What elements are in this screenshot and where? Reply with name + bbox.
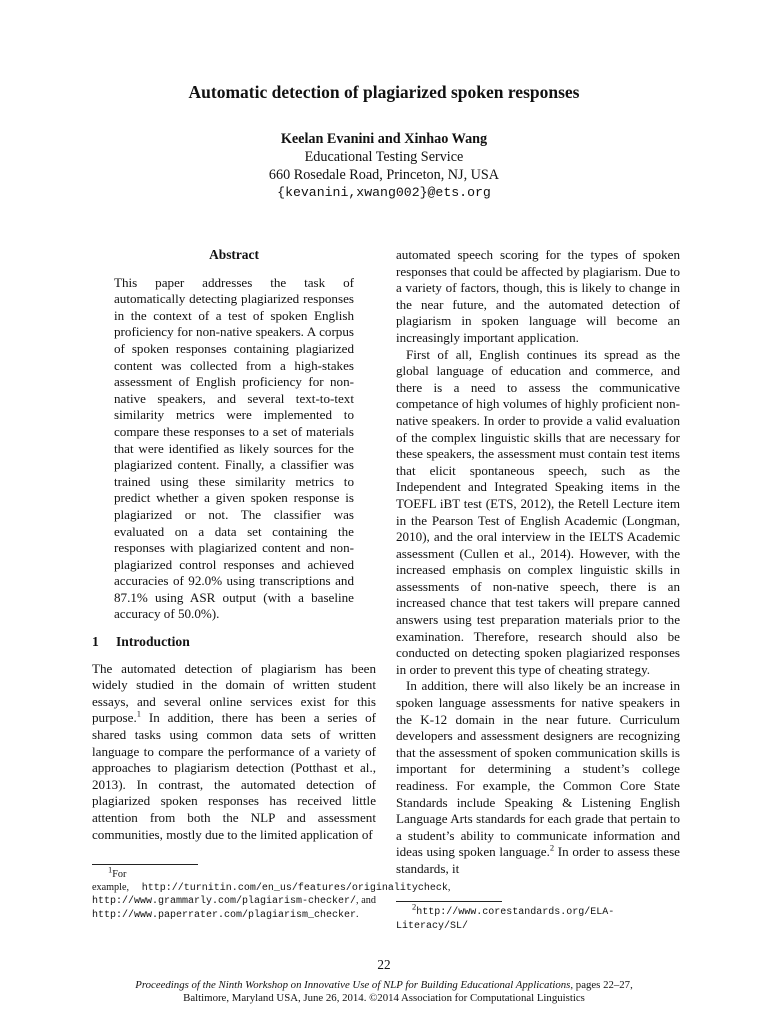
paper-title: Automatic detection of plagiarized spoken responses [188, 82, 580, 102]
abstract-text: This paper addresses the task of automatically detecting plagiarized responses in the context of a test of spoken English proficiency for non-native speakers. A corpus of spoken responses containing plagiarized content was collected from a high-stakes assessment of English proficiency for non-native speakers, and several text-to-text similarity metrics were implemented to compare these responses to a set of materials that were identified as likely sources for the plagiarized content. Finally, a classifier was trained using these similarity metrics to predict whether a given spoken response is plagiarized or not. The classifier was evaluated on a data set containing the responses with plagiarized content and non-plagiarized control responses and achieved accuracies of 92.0% using transcriptions and 87.1% using ASR output (with a baseline accuracy of 50.0%). [114, 274, 354, 622]
section-number: 1 [92, 634, 99, 650]
paragraph-first-of-all: First of all, English continues its spread as the global language of education and commerce, and there is a need to assess the communicative competance of high volumes of highly proficient non-native speakers. In order to provide a valid evaluation of the complex linguistic skills that are necessary for these speakers, the assessment must contain test items that elicit spontaneous speech, such as the Independent and Integrated Speaking items in the TOEFL iBT test (ETS, 2012), the Retell Lecture item in the Pearson Test of English Academic (Longman, 2010), and the oral interview in the IELTS Academic assessment (Cullen et al., 2014). However, with the increased emphasis on complex linguistic skills in assessments of non-native speech, there is an increased chance that test takers will prepare canned answers using test preparation materials prior to the examination. Therefore, research should also be conducted on detecting spoken plagiarized responses in order to prevent this type of cheating strategy. [396, 346, 680, 677]
proceedings-pages: , pages 22–27, [570, 979, 633, 991]
footnote-1-and: and [361, 895, 376, 907]
footnote-1-end: . [356, 908, 359, 920]
affiliation: Educational Testing Service [304, 149, 464, 165]
footnote-ref-1: 1 [136, 709, 141, 720]
address: 660 Rosedale Road, Princeton, NJ, USA [268, 167, 500, 183]
footnote-2 [396, 901, 680, 933]
footnote-1-link-3[interactable]: http://www.paperrater.com/plagiarism_checker [92, 909, 357, 921]
paragraph-text-start: In addition, there will also likely be an increase in spoken language assessments for native speakers in the K-12 domain in the near future. Curriculum developers and assessment designers are recognizing that the assessment of spoken communication skills is important for determining a student’s college readiness. For example, the Common Core State Standards include Speaking & Listening English Language Arts standards for each grade that pertain to a student’s ability to communicate information and ideas using spoken language. [396, 678, 680, 860]
page-number: 22 [377, 957, 391, 972]
paragraph-continued: automated speech scoring for the types of spoken responses that could be affected by plagiarism. Due to a variety of factors, though, this is likely to change in the near future, and the automated detection of plagiarism in spoken language will become an increasingly important application. [396, 247, 680, 345]
abstract-heading: Abstract [209, 247, 259, 262]
intro-text-end: In addition, there has been a series of shared tasks using common data sets of written language to compare the performance of a variety of approaches to plagiarism detection (Potthast et al., 2013). In contrast, the automated detection of plagiarized spoken responses has received little attention from both the NLP and assessment communities, mostly due to the limited application of [92, 710, 376, 842]
introduction-paragraph [92, 661, 376, 844]
proceedings-venue: Proceedings of the Ninth Workshop on Innovative Use of NLP for Building Educational Applications [135, 979, 571, 991]
proceedings-location: Baltimore, Maryland USA, June 26, 2014. ©2014 Association for Computational Linguistics [183, 992, 585, 1004]
footnote-1-sep-1: , [447, 881, 451, 893]
paragraph-text-end: In order to assess these standards, it [396, 844, 680, 876]
author-block [0, 130, 768, 202]
right-column [396, 247, 680, 878]
author-names: Keelan Evanini and Xinhao Wang [280, 131, 488, 147]
footnote-ref-2: 2 [549, 843, 555, 854]
left-column [92, 247, 376, 843]
footnote-2-link[interactable]: http://www.corestandards.org/ELA-Literacy/SL/ [396, 907, 615, 932]
intro-text-start: The automated detection of plagiarism has been widely studied in the domain of written student essays, and several online services exist for this purpose. [92, 660, 376, 726]
footnote-1-link-2[interactable]: http://www.grammarly.com/plagiarism-checker/ [92, 896, 357, 908]
footnote-1-mark: 1 [108, 864, 113, 875]
proceedings-footer [0, 979, 768, 1005]
footnote-1-for: For example, [92, 869, 130, 893]
section-title: Introduction [116, 634, 190, 650]
footnote-1-link-1[interactable]: http://turnitin.com/en_us/features/originalitycheck [141, 882, 448, 894]
footnote-1-sep-2: , [356, 895, 359, 907]
footnote-1 [92, 864, 451, 922]
paragraph-in-addition [396, 678, 680, 877]
section-heading-introduction [92, 634, 376, 651]
footnote-2-mark: 2 [412, 901, 417, 912]
author-email: {kevanini,xwang002}@ets.org [277, 185, 491, 200]
